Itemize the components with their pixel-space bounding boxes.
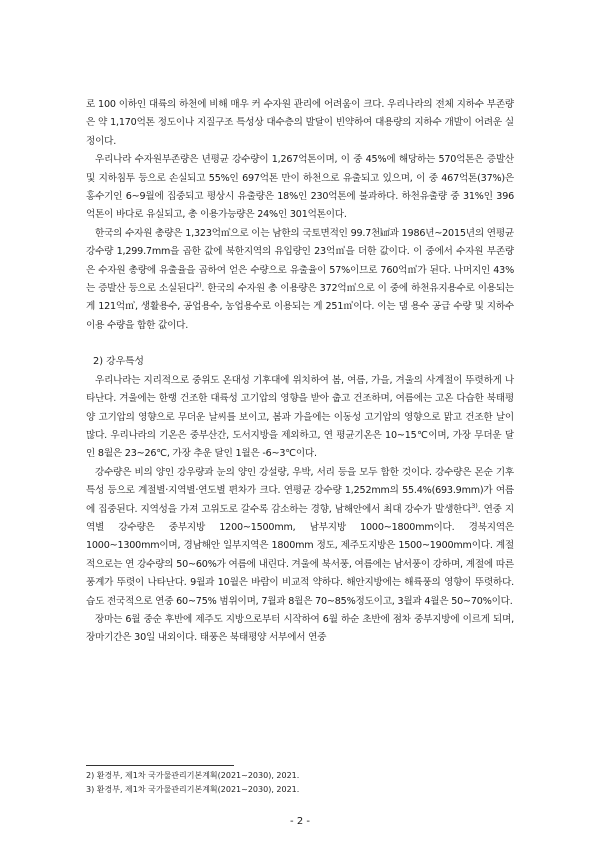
footnote-ref-2[interactable]: 2) <box>195 280 202 289</box>
section-heading: 2) 강우특성 <box>93 356 145 368</box>
footnotes <box>86 769 514 797</box>
footnote-divider <box>86 765 234 766</box>
body-text <box>86 96 514 648</box>
paragraph-water-total-part-b: . 한국의 수자원 총 이용량은 372억㎥으로 이 중에 하천유지용수로 이용되는 게 121억㎥, 생활용수, 공업용수, 농업용수로 이용되는 게 251㎥이다. 이는 댐 용수 공급 수량 및 지하수 이용 수량을 합한 값이다. <box>86 283 514 331</box>
footnote-2: 2) 환경부, 제1차 국가물관리기본계획(2021~2030), 2021. <box>86 771 300 780</box>
paragraph-water-resources: 우리나라 수자원부존량은 년평균 강수량이 1,267억톤이며, 이 중 45%에 해당하는 570억톤은 증발산 및 지하침투 등으로 손실되고 55%인 697억톤 만이 하천으로 유출되고 있으며, 이 중 467억톤(37%)은 홍수기인 6~9월에 집중되고 평상시 유출량은 18%인 230억톤에 불과하다. 하천유출량 중 31%인 396억톤이 바다로 유실되고, 총 이용가능량은 24%인 301억톤이다. <box>86 154 514 221</box>
paragraph-precipitation <box>86 464 514 611</box>
page-number: - 2 - <box>290 816 310 827</box>
footnote-3: 3) 환경부, 제1차 국가물관리기본계획(2021~2030), 2021. <box>86 785 300 794</box>
paragraph-precipitation-part-b: . 연중 지역별 강수량은 중부지방 1200~1500mm, 남부지방 1000~1800mm이다. 경북지역은 1000~1300mm이며, 경남해안 일부지역은 1800mm 정도, 제주도지방은 1500~1900mm이다. 계절적으로는 연 강수량의 50~60%가 여름에 내린다. 겨울에 북서풍, 여름에는 남서풍이 강하며, 계절에 따른 풍계가 뚜렷이 나타난다. 9월과 10월은 바람이 비교적 약하다. 해안지방에는 해륙풍의 영향이 뚜렷하다. 습도 전국적으로 연중 60~75% 범위이며, 7월과 8월은 70~85%정도이고, 3월과 4월은 50~70%이다. <box>86 503 514 607</box>
paragraph-water-total <box>86 225 514 335</box>
paragraph-monsoon: 장마는 6월 중순 후반에 제주도 지방으로부터 시작하여 6월 하순 초반에 점차 중부지방에 이르게 되며, 장마기간은 30일 내외이다. 태풍은 북태평양 서부에서 연중 <box>86 613 514 644</box>
paragraph-water-total-part-a: 한국의 수자원 총량은 1,323억㎥으로 이는 남한의 국토면적인 99.7천㎢과 1986년~2015년의 연평균 강수량 1,299.7mm을 곱한 값에 북한지역의 유입량인 23억㎥을 더한 값이다. 이 중에서 수자원 부존량은 수자원 총량에 유출율을 곱하여 얻은 수량으로 유출율이 57%이므로 760억㎥가 된다. 나머지인 43%는 증발산 등으로 소실된다 <box>86 227 514 295</box>
paragraph-precipitation-part-a: 강수량은 비의 양인 강우량과 눈의 양인 강설량, 우박, 서리 등을 모두 합한 것이다. 강수량은 몬순 기후 특성 등으로 계절별·지역별·연도별 편차가 크다. 연평균 강수량 1,252mm의 55.4%(693.9mm)가 여름에 집중된다. 지역성을 가져 고위도로 갈수록 감소하는 경향, 남해안에서 최대 강수가 발생한다 <box>86 466 514 515</box>
paragraph-climate: 우리나라는 지리적으로 중위도 온대성 기후대에 위치하여 봄, 여름, 가을, 겨울의 사계절이 뚜렷하게 나타난다. 겨울에는 한랭 건조한 대륙성 고기압의 영향을 받아 춥고 건조하며, 여름에는 고온 다습한 북태평양 고기압의 영향으로 무더운 날씨를 보이고, 봄과 가을에는 이동성 고기압의 영향으로 맑고 건조한 날이 많다. 우리나라의 기온은 중부산간, 도서지방을 제외하고, 연 평균기온은 10~15℃이며, 가장 무더운 달인 8월은 23~26℃, 가장 추운 달인 1월은 -6~3℃이다. <box>86 374 514 460</box>
paragraph-groundwater: 로 100 이하인 대륙의 하천에 비해 매우 커 수자원 관리에 어려움이 크다. 우리나라의 전체 지하수 부존량은 약 1,170억톤 정도이나 지질구조 특성상 대수층의 발달이 빈약하여 대용량의 지하수 개발이 어려운 실정이다. <box>86 99 514 147</box>
footnote-ref-3[interactable]: 3) <box>471 501 478 510</box>
